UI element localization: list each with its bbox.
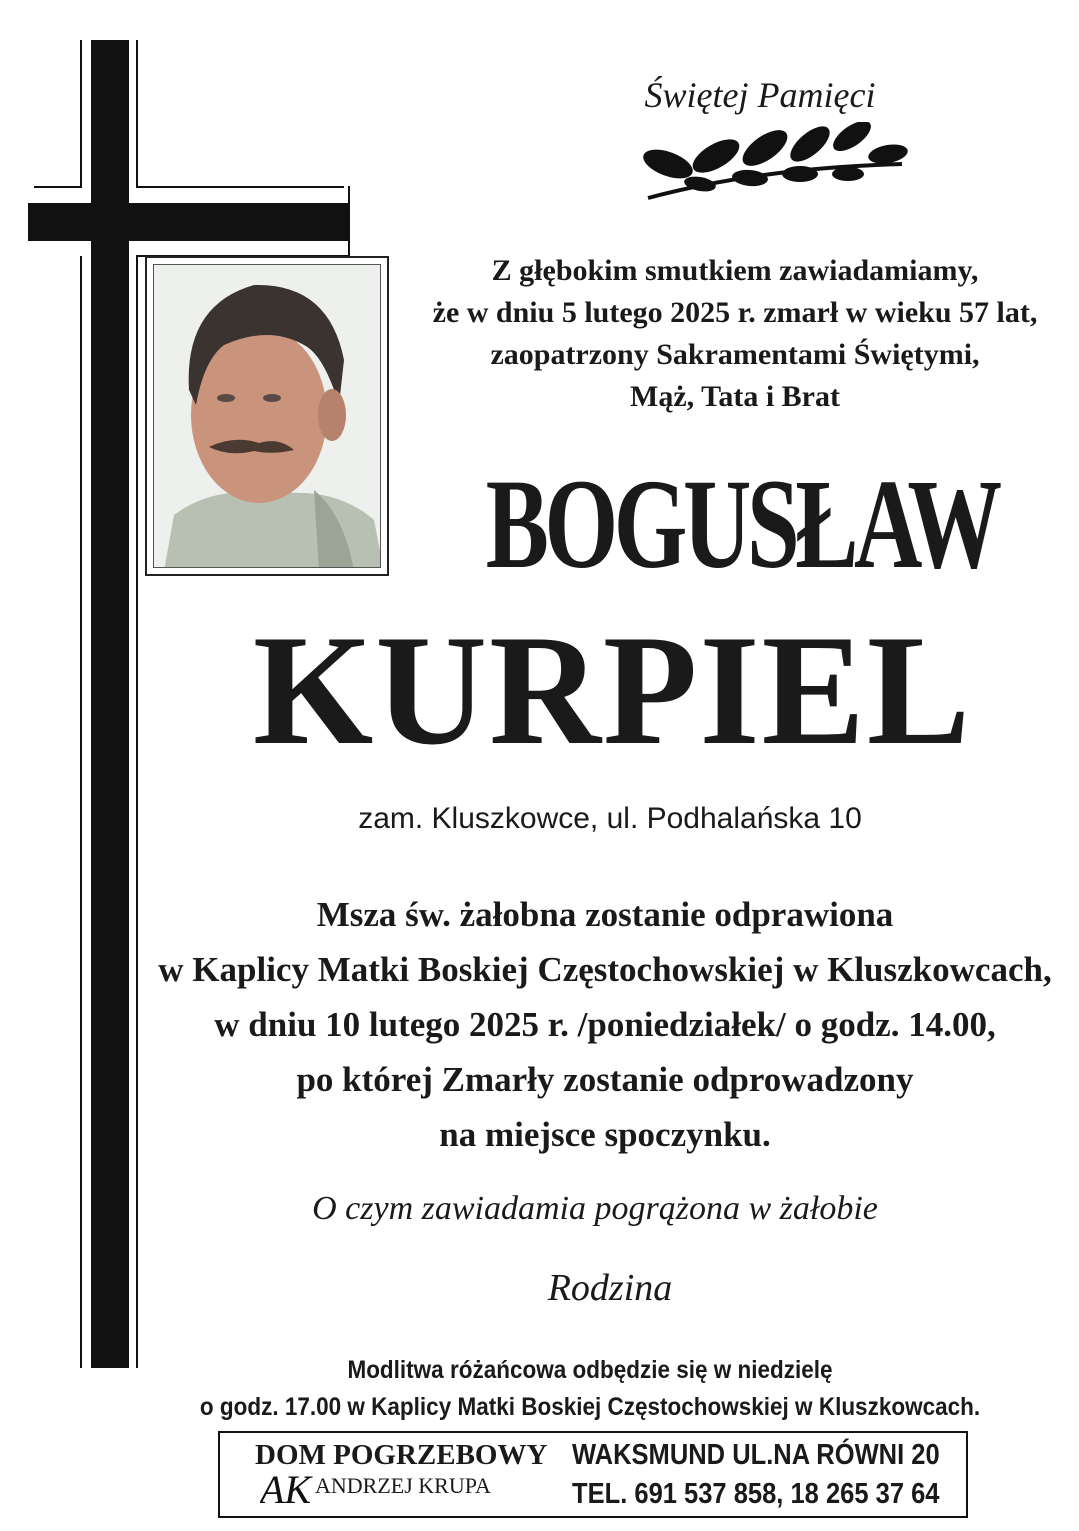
mass-line: Msza św. żałobna zostanie odprawiona — [316, 895, 894, 934]
funeral-home-name: DOM POGRZEBOWY — [255, 1439, 548, 1471]
funeral-home-box — [218, 1431, 968, 1518]
cross-horizontal-beam — [28, 203, 350, 241]
funeral-home-logo-text: AK — [260, 1467, 312, 1511]
cross-outline-top-left — [34, 186, 82, 188]
announcement-intro — [415, 250, 1055, 418]
mass-line: w dniu 10 lutego 2025 r. /poniedziałek/ o godz. 14.00, — [214, 1005, 996, 1044]
rosary-prayer-info — [194, 1352, 986, 1426]
intro-line: zaopatrzony Sakramentami Świętymi, — [490, 338, 980, 371]
cross-outline-left-vertical — [80, 40, 82, 188]
funeral-home-phone: TEL. 691 537 858, 18 265 37 64 — [572, 1478, 940, 1510]
funeral-mass-info — [145, 887, 1065, 1162]
mass-line: w Kaplicy Matki Boskiej Częstochowskiej w Kluszkowcach, — [158, 950, 1052, 989]
cross-outline-bottom-right — [136, 256, 138, 1368]
cross-outline-top-right — [136, 186, 344, 188]
memorial-heading: Świętej Pamięci — [644, 75, 876, 115]
funeral-home-owner: ANDRZEJ KRUPA — [315, 1473, 491, 1498]
rosary-line: Modlitwa różańcowa odbędzie się w niedzielę — [347, 1356, 833, 1384]
cross-outline-bottom-left — [80, 256, 82, 1368]
family-signature: Rodzina — [547, 1267, 673, 1309]
intro-line: Mąż, Tata i Brat — [630, 380, 840, 413]
deceased-last-name: KURPIEL — [252, 603, 973, 778]
funeral-home-address: WAKSMUND UL.NA RÓWNI 20 — [572, 1439, 940, 1471]
mass-line: na miejsce spoczynku. — [439, 1115, 771, 1154]
cross-outline-arm-right-end — [348, 186, 350, 257]
rosary-line: o godz. 17.00 w Kaplicy Matki Boskiej Częstochowskiej w Kluszkowcach. — [199, 1393, 981, 1421]
intro-line: że w dniu 5 lutego 2025 r. zmarł w wieku 57 lat, — [432, 296, 1038, 329]
laurel-branch-icon — [640, 122, 910, 204]
intro-line: Z głębokim smutkiem zawiadamiamy, — [491, 254, 979, 287]
cross-outline-right-vertical — [136, 40, 138, 188]
notify-line: O czym zawiadamia pogrążona w żałobie — [312, 1190, 878, 1227]
deceased-first-name: BOGUSŁAW — [485, 453, 998, 595]
mass-line: po której Zmarły zostanie odprowadzony — [296, 1060, 914, 1099]
deceased-address: zam. Kluszkowce, ul. Podhalańska 10 — [358, 802, 862, 835]
portrait-photo — [153, 264, 381, 568]
portrait-frame — [145, 256, 389, 576]
